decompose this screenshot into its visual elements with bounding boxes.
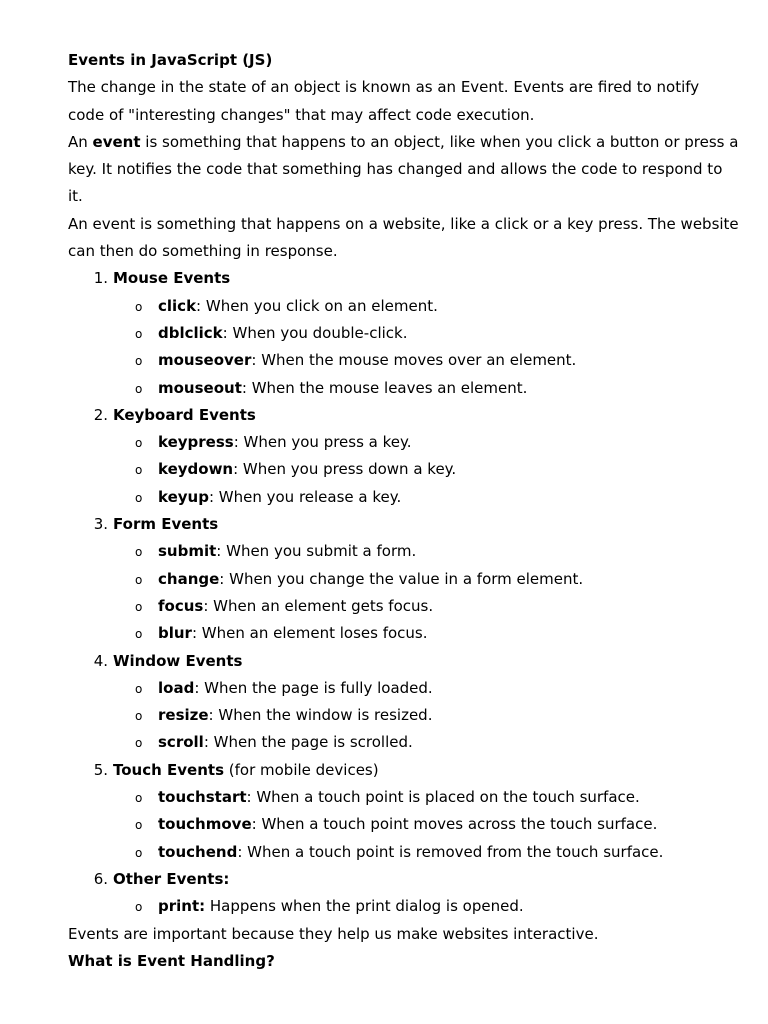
- category-name: Window Events: [113, 651, 243, 670]
- event-name: click: [158, 296, 197, 315]
- intro-paragraph-1: The change in the state of an object is known as an Event. Events are fired to notify code of "interesting changes" that may affect code execution.: [68, 78, 700, 124]
- event-name: dblclick: [158, 323, 223, 342]
- event-category: [68, 648, 740, 757]
- event-item: [68, 784, 740, 811]
- list-number: 4.: [93, 651, 108, 670]
- event-item: [68, 320, 740, 347]
- event-name: keyup: [158, 487, 209, 506]
- event-items-list: [68, 784, 740, 866]
- event-categories-list: [68, 265, 740, 920]
- event-description: : When the mouse moves over an element.: [251, 351, 577, 370]
- event-handling-heading: What is Event Handling?: [68, 951, 275, 970]
- event-name: blur: [158, 624, 192, 643]
- event-description: : When an element loses focus.: [191, 624, 428, 643]
- event-item: [68, 593, 740, 620]
- circle-bullet-icon: o: [135, 299, 143, 314]
- event-description: : When you submit a form.: [216, 542, 417, 561]
- event-description: : When the window is resized.: [208, 706, 433, 725]
- category-name: Touch Events: [113, 760, 224, 779]
- event-description: : When a touch point is placed on the touch surface.: [246, 788, 640, 807]
- circle-bullet-icon: o: [135, 681, 143, 696]
- circle-bullet-icon: o: [135, 736, 143, 751]
- doc-title: Events in JavaScript (JS): [68, 51, 273, 69]
- category-heading: [68, 265, 740, 292]
- event-item: [68, 347, 740, 374]
- event-name: keydown: [158, 460, 234, 479]
- event-description: : When an element gets focus.: [203, 596, 434, 615]
- event-name: mouseout: [158, 378, 242, 397]
- intro-paragraph-3: An event is something that happens on a website, like a click or a key press. The website can then do something in response.: [68, 214, 739, 261]
- event-description: : When you double-click.: [222, 323, 408, 342]
- event-description: : When the mouse leaves an element.: [241, 378, 528, 397]
- circle-bullet-icon: o: [135, 436, 143, 451]
- circle-bullet-icon: o: [135, 845, 143, 860]
- category-heading: [68, 402, 740, 429]
- event-category: [68, 757, 740, 866]
- event-description: : When you click on an element.: [196, 296, 438, 315]
- category-name: Other Events:: [113, 869, 230, 888]
- category-heading: [68, 757, 740, 784]
- event-name: touchstart: [158, 788, 247, 807]
- event-description: : When you press down a key.: [233, 460, 457, 479]
- event-name: touchmove: [158, 815, 252, 834]
- event-name: scroll: [158, 733, 204, 752]
- event-description: : When a touch point is removed from the touch surface.: [237, 842, 664, 861]
- intro-2-pre: An: [68, 132, 93, 151]
- list-number: 6.: [93, 869, 108, 888]
- event-description: : When a touch point moves across the touch surface.: [251, 815, 658, 834]
- circle-bullet-icon: o: [135, 900, 143, 915]
- intro-paragraph-2: [68, 129, 740, 211]
- event-description: : When the page is fully loaded.: [194, 678, 433, 697]
- category-heading: [68, 866, 740, 893]
- event-items-list: [68, 675, 740, 757]
- event-name: keypress: [158, 433, 234, 452]
- outro-paragraph: Events are important because they help us make websites interactive.: [68, 924, 599, 943]
- circle-bullet-icon: o: [135, 326, 143, 341]
- event-item: [68, 893, 740, 920]
- event-item: [68, 538, 740, 565]
- event-item: [68, 811, 740, 838]
- event-name: resize: [158, 706, 209, 725]
- event-item: [68, 729, 740, 756]
- event-name: print:: [158, 897, 206, 916]
- event-description: : When you release a key.: [208, 487, 402, 506]
- event-items-list: [68, 293, 740, 402]
- category-name: Form Events: [113, 515, 219, 534]
- event-name: focus: [158, 596, 204, 615]
- event-name: load: [158, 678, 195, 697]
- event-item: [68, 839, 740, 866]
- event-item: [68, 484, 740, 511]
- event-category: [68, 866, 740, 921]
- event-item: [68, 566, 740, 593]
- event-category: [68, 511, 740, 647]
- intro-2-bold: event: [92, 132, 141, 151]
- event-item: [68, 429, 740, 456]
- event-item: [68, 375, 740, 402]
- category-name: Keyboard Events: [113, 405, 256, 424]
- event-name: mouseover: [158, 351, 252, 370]
- event-items-list: [68, 429, 740, 511]
- event-category: [68, 402, 740, 511]
- event-item: [68, 702, 740, 729]
- event-name: submit: [158, 542, 217, 561]
- circle-bullet-icon: o: [135, 818, 143, 833]
- list-number: 1.: [93, 269, 108, 288]
- list-number: 3.: [93, 515, 108, 534]
- document-page: [68, 47, 740, 975]
- event-item: [68, 675, 740, 702]
- circle-bullet-icon: o: [135, 381, 143, 396]
- event-name: touchend: [158, 842, 238, 861]
- circle-bullet-icon: o: [135, 627, 143, 642]
- list-number: 5.: [93, 760, 108, 779]
- category-note: (for mobile devices): [224, 760, 379, 779]
- circle-bullet-icon: o: [135, 791, 143, 806]
- list-number: 2.: [93, 405, 108, 424]
- event-name: change: [158, 569, 220, 588]
- event-description: Happens when the print dialog is opened.: [205, 897, 524, 916]
- category-heading: [68, 511, 740, 538]
- event-items-list: [68, 538, 740, 647]
- category-name: Mouse Events: [113, 269, 231, 288]
- event-item: [68, 456, 740, 483]
- circle-bullet-icon: o: [135, 545, 143, 560]
- event-items-list: [68, 893, 740, 920]
- event-description: : When you press a key.: [233, 433, 412, 452]
- category-heading: [68, 648, 740, 675]
- event-description: : When the page is scrolled.: [203, 733, 413, 752]
- event-category: [68, 265, 740, 401]
- circle-bullet-icon: o: [135, 490, 143, 505]
- circle-bullet-icon: o: [135, 463, 143, 478]
- circle-bullet-icon: o: [135, 572, 143, 587]
- event-item: [68, 620, 740, 647]
- circle-bullet-icon: o: [135, 709, 143, 724]
- circle-bullet-icon: o: [135, 599, 143, 614]
- event-description: : When you change the value in a form element.: [219, 569, 584, 588]
- event-item: [68, 293, 740, 320]
- intro-2-post: is something that happens to an object, like when you click a button or press a key. It notifies the code that something has changed and allows the code to respond to it.: [68, 132, 739, 206]
- circle-bullet-icon: o: [135, 354, 143, 369]
